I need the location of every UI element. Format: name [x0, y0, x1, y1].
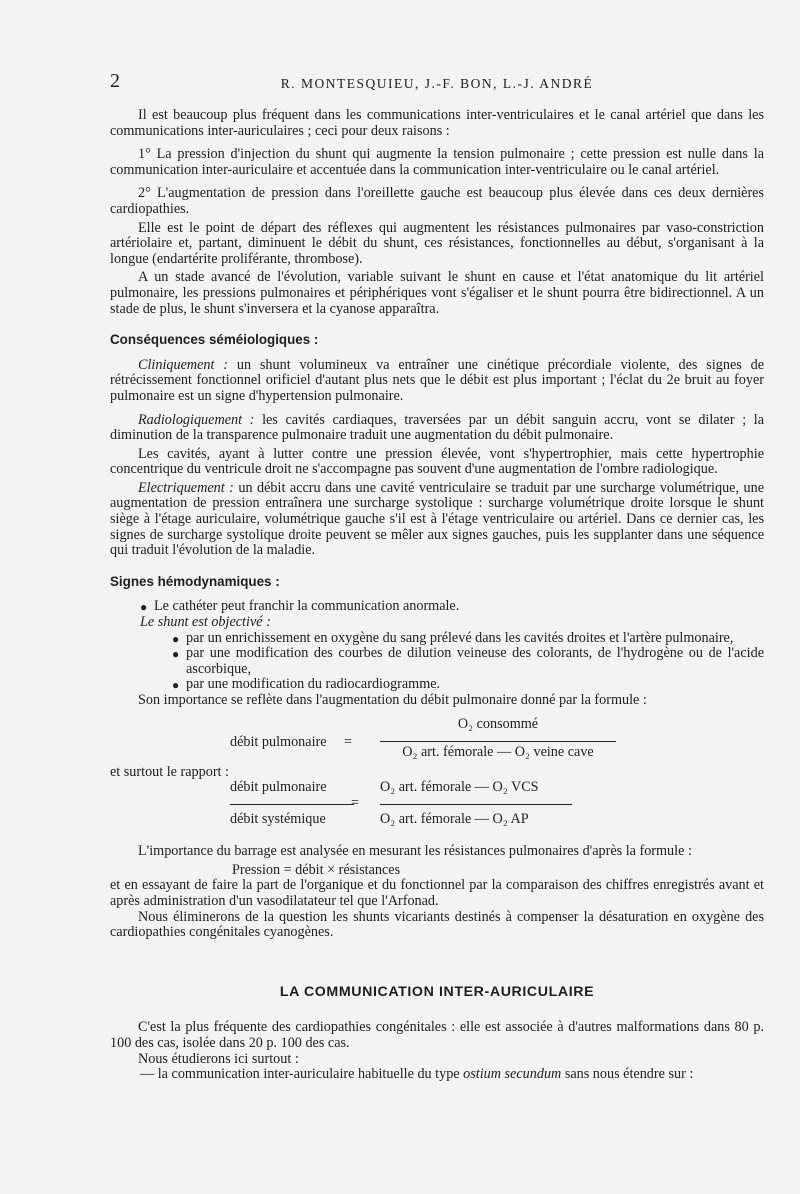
fraction-bar: [230, 804, 354, 805]
equals-sign: =: [344, 733, 353, 750]
paragraph-electrique: [110, 481, 764, 559]
formula-debit-pulmonaire: [110, 717, 764, 765]
ratio-right-denominator: O₂ art. fémorale — O₂ AP: [380, 811, 529, 828]
paragraph: et en essayant de faire la part de l'organique et du fonctionnel par la comparaison des chiffres enregistrés avant et après administration d'un vasodilatateur tel que l'Arfonad.: [110, 877, 764, 909]
section-heading: Signes hémodynamiques :: [110, 573, 280, 589]
section-heading: Conséquences séméiologiques :: [110, 332, 319, 348]
paragraph: et surtout le rapport :: [110, 763, 229, 780]
dash-item: [110, 1067, 764, 1083]
bullet-text: par une modification du radiocardiogramme.: [186, 676, 441, 693]
paragraph: 1° La pression d'injection du shunt qui augmente la tension pulmonaire ; cette pression est nulle dans la communication inter-auriculaire et accentuée dans la communication inter-ventriculaire ou le canal artériel.: [110, 146, 764, 178]
paragraph: A un stade avancé de l'évolution, variable suivant le shunt en cause et l'état anatomique du lit artériel pulmonaire, les pressions pulmonaires et périphériques vont s'égaliser et le shunt pourra être bidirectionnel. A un stade de plus, le shunt s'inversera et la cyanose apparaîtra.: [110, 269, 764, 317]
lead-term: Radiologiquement :: [138, 411, 255, 428]
lead-term: Electriquement :: [138, 479, 234, 496]
paragraph-text: les cavités cardiaques, traversées par un débit sanguin accru, vont se dilater ; la diminution de la transparence pulmonaire traduit une augmentation du débit pulmonaire.: [110, 411, 765, 444]
bullet-text: par un enrichissement en oxygène du sang prélevé dans les cavités droites et l'artère pulmonaire,: [186, 629, 734, 646]
formula-numerator: O₂ consommé: [457, 715, 539, 732]
paragraph: Son importance se reflète dans l'augmentation du débit pulmonaire donné par la formule :: [138, 692, 647, 708]
lead-term: Cliniquement :: [138, 356, 229, 373]
paragraph: L'importance du barrage est analysée en mesurant les résistances pulmonaires d'après la formule :: [138, 843, 692, 860]
section-title: LA COMMUNICATION INTER-AURICULAIRE: [279, 983, 595, 1000]
sub-bullet-item: [172, 677, 764, 693]
page-body: [110, 108, 764, 1083]
dash-text: sans nous étendre sur :: [564, 1066, 694, 1083]
page-header: [110, 70, 764, 94]
bullet-icon: ●: [140, 600, 148, 615]
sub-bullet-item: [172, 631, 764, 647]
fraction-bar: [380, 741, 616, 742]
paragraph-text: un débit accru dans une cavité ventriculaire se traduit par une surcharge volumétrique, une augmentation de pression entraînera une surcharge systolique : surcharge volumétrique droite lorsque le shunt siège à l'étage auriculaire, volumétrique gauche s'il est à l'étage ventriculaire ou artériel. Dans ce dernier cas, les signes de surcharge systolique droite peuvent se mêler aux signes gauches, puis les supplanter dans une séquence qui traduit l'évolution de la maladie.: [110, 479, 764, 559]
paragraph: Les cavités, ayant à lutter contre une pression élevée, vont s'hypertrophier, mais cette hypertrophie concentrique du ventricule droit ne s'accompagne pas souvent d'une augmentation de l'ombre radiologique.: [110, 445, 764, 478]
paragraph-clinique: [110, 358, 764, 405]
bullet-icon: ●: [172, 631, 180, 646]
paragraph-radiologique: [110, 413, 764, 444]
bullet-text: Le cathéter peut franchir la communication anormale.: [154, 598, 460, 615]
dash-text: — la communication inter-auriculaire habituelle du type: [140, 1066, 460, 1083]
fraction-bar: [380, 804, 572, 805]
bullet-icon: ●: [172, 647, 180, 662]
paragraph: Nous éliminerons de la question les shunts vicariants destinés à compenser la désaturation en oxygène des cardiopathies congénitales cyanogènes.: [110, 908, 764, 941]
paragraph-text: un shunt volumineux va entraîner une cinétique précordiale violente, des signes de rétrécissement fonctionnel orificiel d'autant plus nets que le débit est plus important ; l'éclat du 2e bruit au foyer pulmonaire est un signe d'hypertension pulmonaire.: [110, 356, 764, 404]
running-title: R. MONTESQUIEU, J.-F. BON, L.-J. ANDRÉ: [280, 76, 594, 91]
paragraph: Il est beaucoup plus fréquent dans les communications inter-ventriculaires et le canal artériel que dans les communications inter-auriculaires ; ceci pour deux raisons :: [110, 107, 764, 139]
ratio-left-denominator: débit systémique: [230, 811, 326, 828]
page-number: 2: [110, 70, 120, 92]
paragraph: Nous étudierons ici surtout :: [138, 1050, 299, 1067]
paragraph: 2° L'augmentation de pression dans l'oreillette gauche est beaucoup plus élevée dans ces deux dernières cardiopathies.: [110, 185, 764, 217]
formula-label: débit pulmonaire: [230, 733, 327, 750]
bullet-text: par une modification des courbes de dilution veineuse des colorants, de l'hydrogène ou de l'acide ascorbique,: [186, 645, 764, 677]
formula-denominator: O₂ art. fémorale — O₂ veine cave: [402, 743, 594, 760]
dash-italic: ostium secundum: [463, 1066, 562, 1083]
ratio-left-numerator: débit pulmonaire: [230, 779, 327, 796]
sub-bullet-item: [172, 646, 764, 677]
paragraph: C'est la plus fréquente des cardiopathies congénitales : elle est associée à d'autres malformations dans 80 p. 100 des cas, isolée dans 20 p. 100 des cas.: [110, 1019, 764, 1051]
ratio-right-numerator: O₂ art. fémorale — O₂ VCS: [380, 779, 539, 796]
italic-lead: Le shunt est objectivé :: [140, 614, 271, 631]
formula-pression: Pression = débit × résistances: [232, 861, 401, 878]
formula-rapport: [110, 780, 764, 836]
paragraph: Elle est le point de départ des réflexes qui augmentent les résistances pulmonaires par vaso-constriction artériolaire et, partant, diminuent le débit du shunt, ces résistances, fonctionnelles au début, s'organisant à la longue (endartérite proliférante, thrombose).: [110, 219, 764, 267]
equals-sign: =: [351, 795, 360, 812]
bullet-icon: ●: [172, 678, 180, 693]
bullet-item: [140, 599, 764, 615]
